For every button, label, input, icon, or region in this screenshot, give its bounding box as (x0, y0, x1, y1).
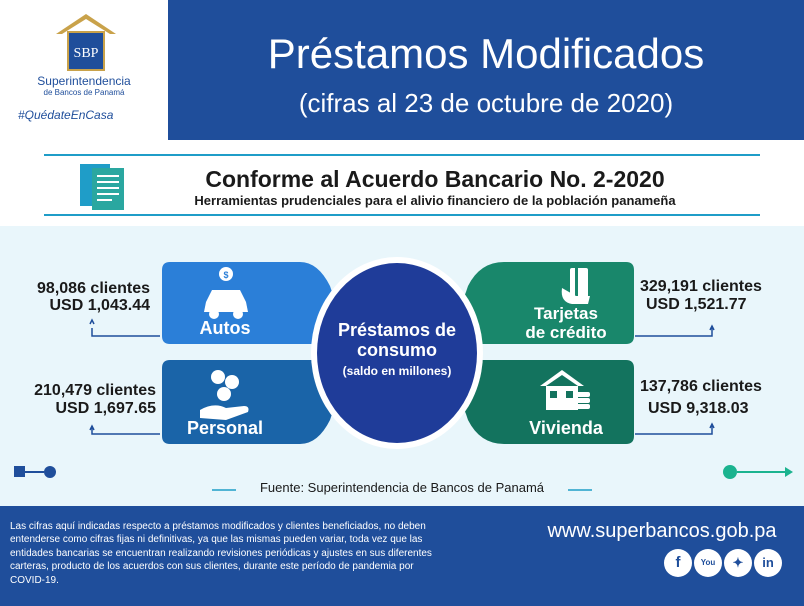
source-note: Fuente: Superintendencia de Bancos de Panamá (259, 480, 545, 495)
center-title: Préstamos de consumo (337, 320, 457, 360)
twitter-icon[interactable]: ✦ (724, 549, 752, 577)
website-link[interactable]: www.superbancos.gob.pa (547, 520, 777, 542)
logo-name: Superintendencia (37, 74, 131, 88)
personal-amount: USD 1,697.65 (55, 400, 156, 417)
disclaimer-text: Las cifras aquí indicadas respecto a préstamos modificados y clientes beneficiados, no deben entenderse como cifras fijas ni definitivas, ya que las mismas pueden variar, toda vez que las entidades bancarias se encuentran realizando revisiones periódicas y ajustes en sus diferentes carteras, producto de los acuerdos con sus clientes, durante este período de pandemia por COVID-19. (10, 521, 432, 586)
personal-label: Personal (186, 418, 264, 438)
youtube-icon[interactable]: You (694, 549, 722, 577)
hashtag: #QuédateEnCasa (18, 108, 114, 122)
center-subtitle: (saldo en millones) (342, 364, 452, 378)
page-subtitle: (cifras al 23 de octubre de 2020) (298, 88, 674, 118)
personal-connector (92, 426, 160, 434)
agreement-title: Conforme al Acuerdo Bancario No. 2-2020 (205, 166, 665, 192)
tarjetas-label-line2: de crédito (525, 323, 607, 342)
tarjetas-amount: USD 1,521.77 (646, 296, 747, 313)
vivienda-connector (635, 424, 712, 434)
tarjetas-clients: 329,191 clientes (640, 278, 762, 295)
left-dot-decoration (14, 466, 56, 478)
vivienda-label: Vivienda (529, 418, 603, 438)
facebook-icon[interactable]: f (664, 549, 692, 577)
personal-clients: 210,479 clientes (34, 382, 156, 399)
autos-label: Autos (199, 318, 251, 338)
right-arrow-decoration (723, 465, 793, 479)
page-title: Préstamos Modificados (267, 30, 705, 77)
agreement-subtitle: Herramientas prudenciales para el alivio financiero de la población panameña (194, 193, 676, 208)
logo-mark-text: SBP (73, 46, 99, 61)
vivienda-amount: USD 9,318.03 (648, 400, 749, 417)
sbp-logo-icon (50, 12, 122, 74)
vivienda-clients: 137,786 clientes (640, 378, 762, 395)
car-coin-symbol: $ (223, 270, 229, 280)
tarjetas-label-line1: Tarjetas (534, 304, 598, 323)
logo-subname: de Bancos de Panamá (43, 88, 125, 97)
autos-clients: 98,086 clientes (37, 280, 150, 297)
tarjetas-connector (635, 326, 712, 336)
linkedin-icon[interactable]: in (754, 549, 782, 577)
autos-amount: USD 1,043.44 (49, 297, 150, 314)
document-icon (76, 158, 132, 214)
autos-connector-arrow (90, 320, 94, 324)
autos-connector (92, 328, 160, 336)
